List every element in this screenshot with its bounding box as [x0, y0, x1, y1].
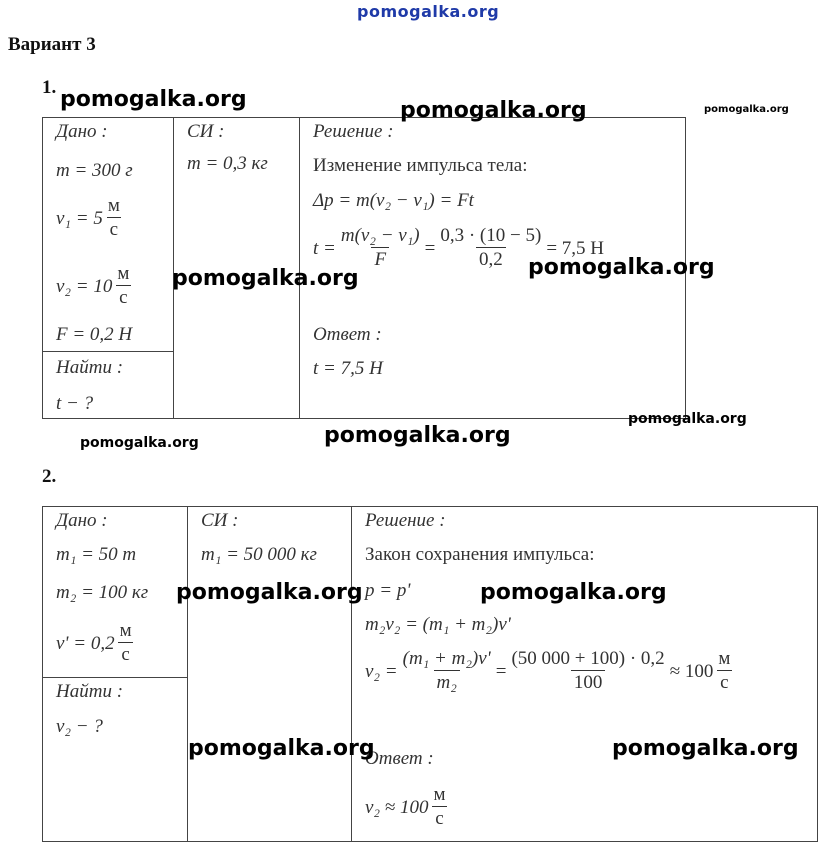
p1-frac2: $\frac{0,3 \cdot (10 - 5)}{0,2}$: [440, 225, 542, 270]
p1-si-m: m = 0,3 кг: [187, 153, 268, 174]
watermark-top: pomogalka.org: [357, 2, 500, 21]
watermark: pomogalka.org: [480, 580, 667, 605]
p2-given-vp: v' = 0,2 $\frac{м}{с}$: [56, 620, 137, 667]
watermark: pomogalka.org: [60, 87, 247, 112]
p2-find-v2: v₂ − ?: [56, 716, 103, 737]
watermark: pomogalka.org: [172, 266, 359, 291]
watermark: pomogalka.org: [704, 104, 789, 115]
variant-title: Вариант 3: [8, 34, 96, 55]
p1-given-header: Дано :: [56, 121, 108, 142]
watermark: pomogalka.org: [80, 435, 199, 451]
p1-answer-header: Ответ :: [313, 324, 382, 345]
p2-unit-result: $\frac{м}{с}$: [718, 648, 731, 693]
p2-find-header: Найти :: [56, 681, 124, 702]
p2-si-header: СИ :: [201, 510, 239, 531]
p2-frac2: $\frac{(50 000 + 100) \cdot 0,2}{100}$: [511, 648, 665, 693]
p1-solution-header: Решение :: [313, 121, 394, 142]
p1-given-v2: v₂ = 10 $\frac{м}{с}$: [56, 263, 134, 310]
watermark: pomogalka.org: [188, 736, 375, 761]
p1-unit-v1: $\frac{м}{с}$: [107, 195, 120, 240]
p1-sol-line2: Δp = m(v₂ − v₁) = Ft: [313, 190, 474, 211]
p2-given-m2: m₂ = 100 кг: [56, 582, 149, 603]
watermark: pomogalka.org: [324, 423, 511, 448]
watermark: pomogalka.org: [612, 736, 799, 761]
watermark: pomogalka.org: [528, 255, 715, 280]
watermark: pomogalka.org: [400, 98, 587, 123]
p1-find-header: Найти :: [56, 357, 124, 378]
p2-si-m1: m₁ = 50 000 кг: [201, 544, 317, 565]
p2-sol-formula: v₂ = $\frac{\text{(m₁ + m₂)v'}}{\text{m₂}}$ = $\frac{(50 000 + 100) \cdot 0,2}{100}$ ≈ 100 $\frac{м}{с}$: [365, 648, 735, 695]
p2-frac1: $\frac{\text{(m₁ + m₂)v'}}{\text{m₂}}$: [402, 648, 491, 693]
p1-given-m: m = 300 г: [56, 160, 133, 181]
p1-sol-formula: t = $\frac{\text{m(v₂ − v₁)}}{F}$ = $\frac{0,3 \cdot (10 - 5)}{0,2}$ = 7,5 Н: [313, 225, 604, 270]
problem2-number: 2.: [42, 466, 57, 487]
watermark: pomogalka.org: [176, 580, 363, 605]
p2-unit-vp: $\frac{м}{с}$: [119, 620, 132, 665]
p2-sol-line3: m₂v₂ = (m₁ + m₂)v': [365, 614, 511, 635]
p2-answer-header: Ответ :: [365, 748, 434, 769]
p1-answer: t = 7,5 Н: [313, 358, 383, 379]
watermark: pomogalka.org: [628, 411, 747, 427]
p1-given-F: F = 0,2 Н: [56, 324, 133, 345]
p1-si-header: СИ :: [187, 121, 225, 142]
p1-find-t: t − ?: [56, 393, 94, 414]
p1-given-v1: v₁ = 5 $\frac{м}{с}$: [56, 195, 125, 242]
p2-sol-line2: p = p': [365, 580, 411, 601]
p1-unit-v2: $\frac{м}{с}$: [117, 263, 130, 308]
problem1-number: 1.: [42, 77, 57, 98]
p1-frac1: $\frac{\text{m(v₂ − v₁)}}{F}$: [340, 225, 420, 270]
p2-given-header: Дано :: [56, 510, 108, 531]
p2-solution-header: Решение :: [365, 510, 446, 531]
p2-answer: v₂ ≈ 100 $\frac{м}{с}$: [365, 784, 451, 831]
p2-unit-answer: $\frac{м}{с}$: [433, 784, 446, 829]
p2-given-m1: m₁ = 50 т: [56, 544, 137, 565]
p1-sol-line1: Изменение импульса тела:: [313, 155, 528, 176]
p2-sol-line1: Закон сохранения импульса:: [365, 544, 595, 565]
